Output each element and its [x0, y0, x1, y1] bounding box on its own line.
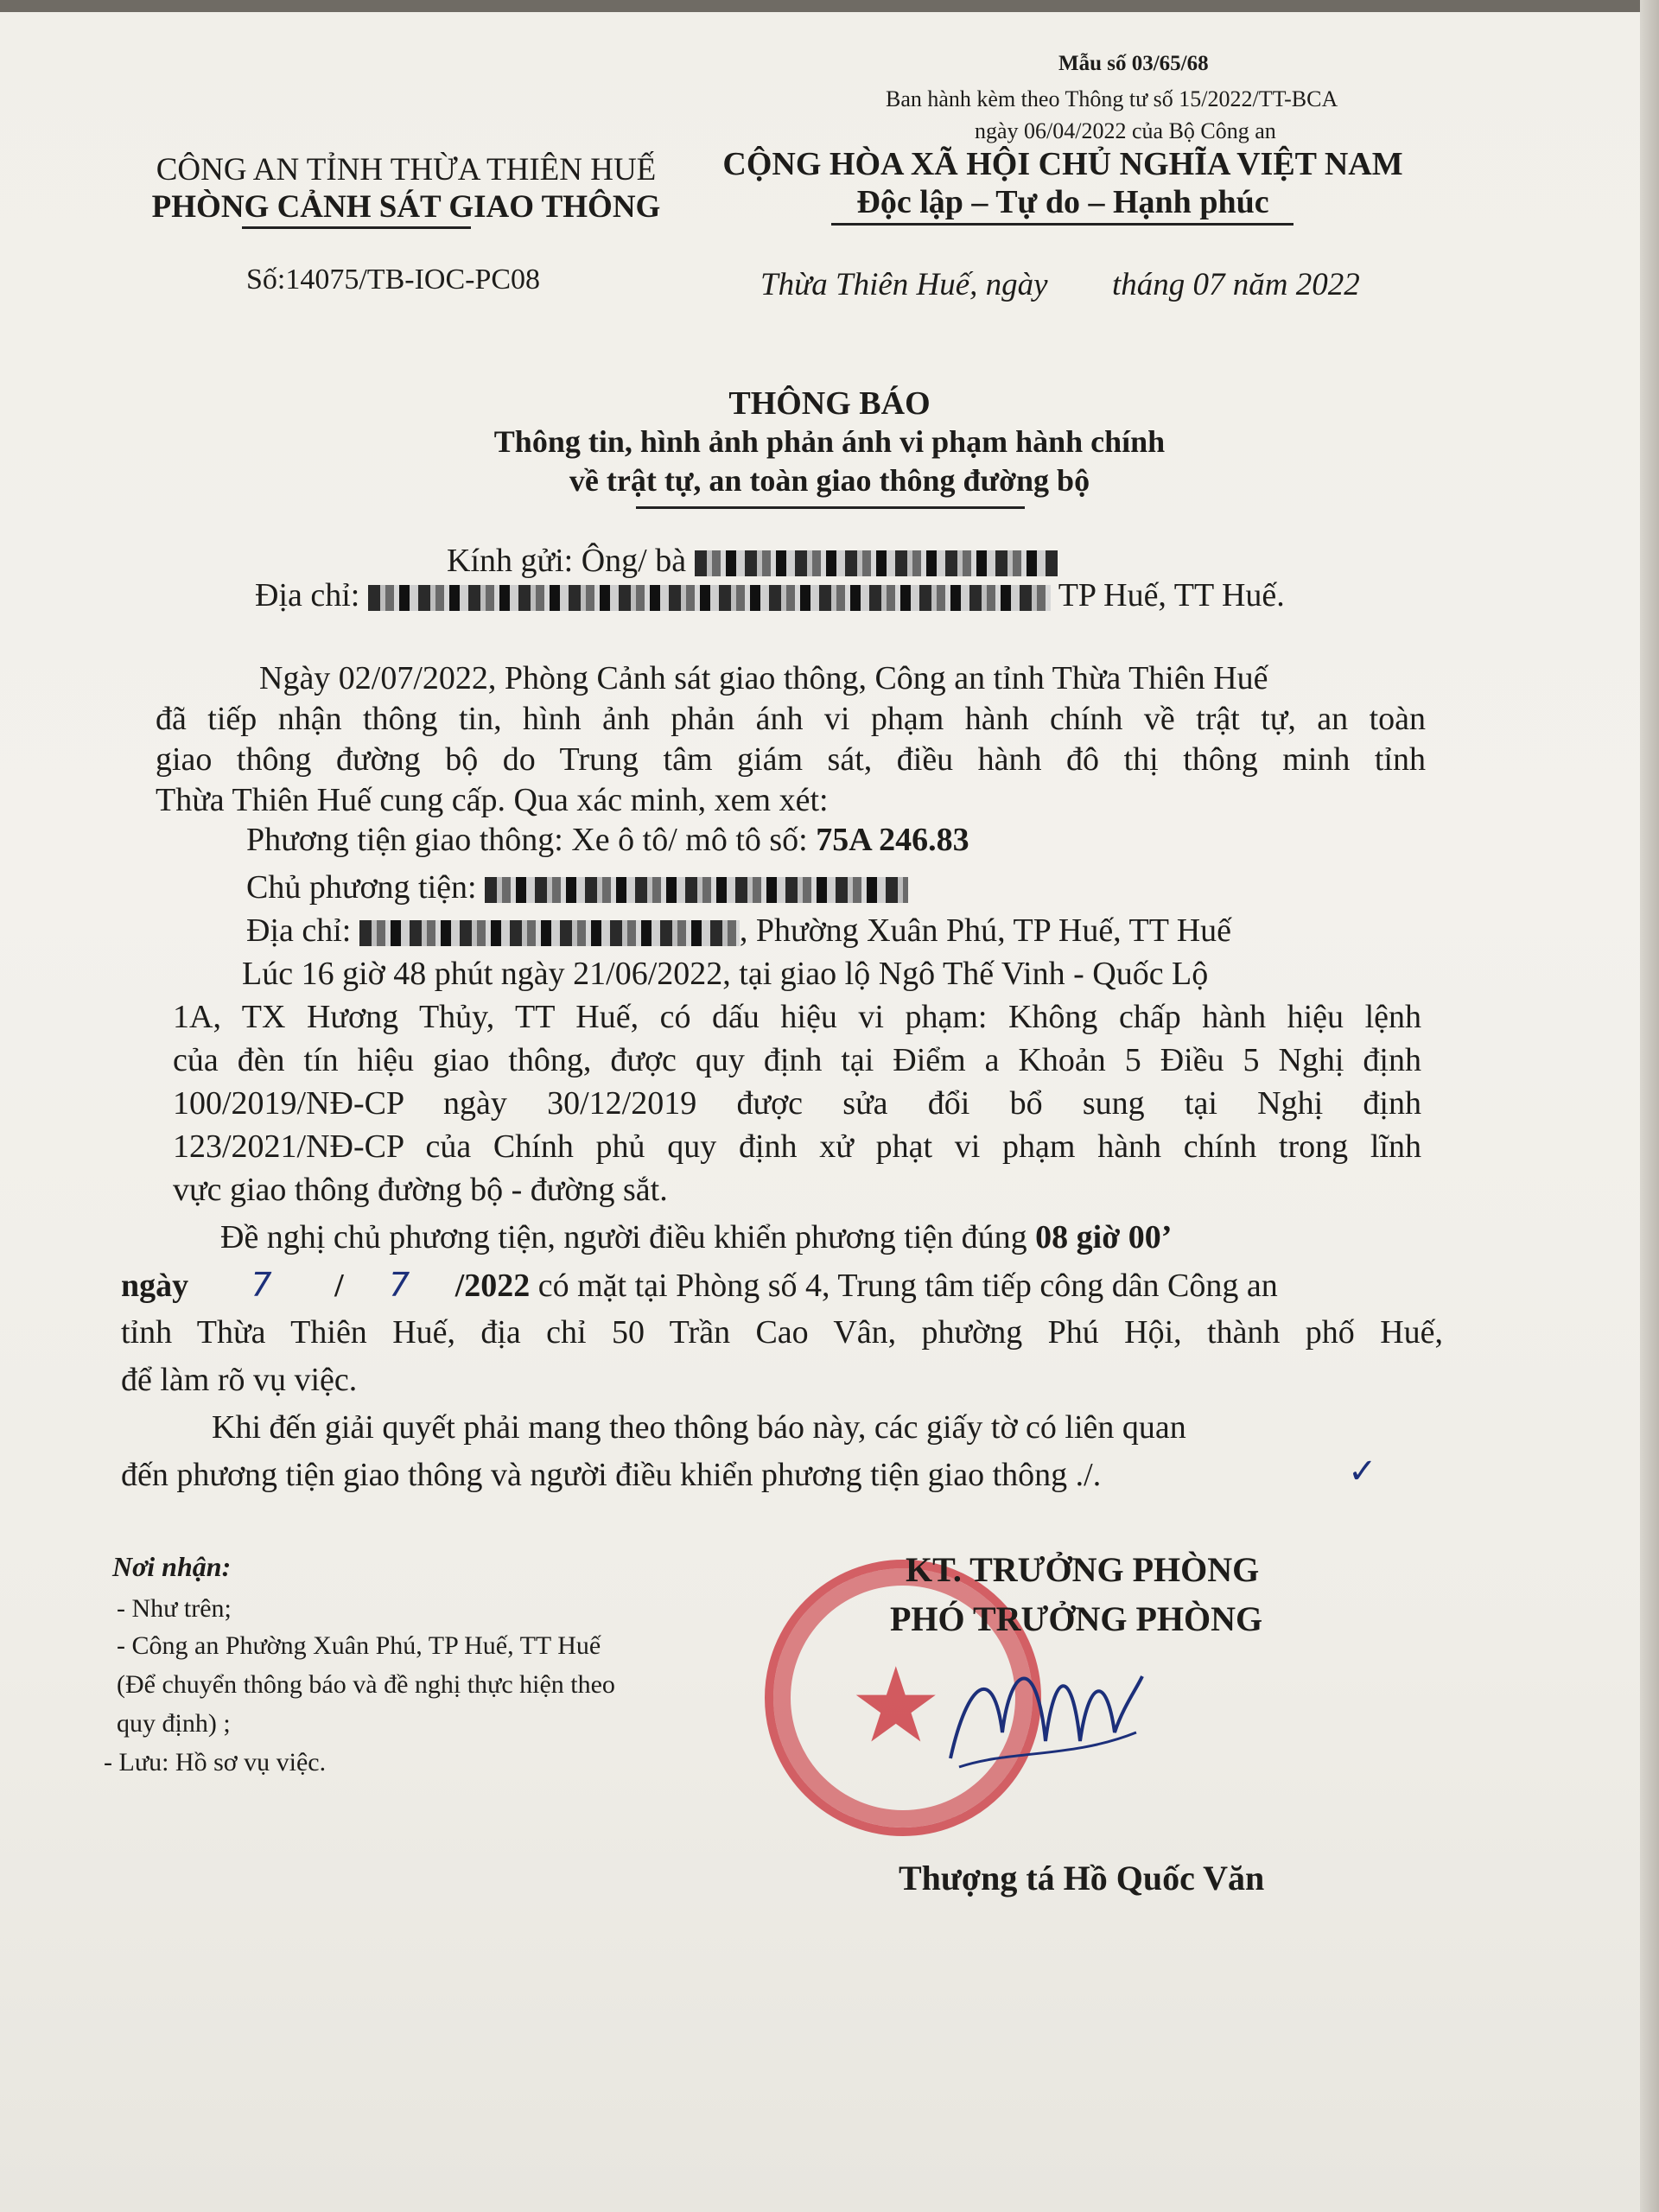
- para4-line1: Khi đến giải quyết phải mang theo thông báo này, các giấy tờ có liên quan: [212, 1409, 1186, 1446]
- circular-line-1: Ban hành kèm theo Thông tư số 15/2022/TT-BCA: [886, 86, 1338, 111]
- signature-title-2: PHÓ TRƯỞNG PHÒNG: [890, 1599, 1263, 1638]
- handwritten-month: 7: [389, 1266, 410, 1304]
- redacted-name: [695, 550, 1058, 576]
- nation-title: CỘNG HÒA XÃ HỘI CHỦ NGHĨA VIỆT NAM: [722, 146, 1403, 182]
- vehicle-line: Phương tiện giao thông: Xe ô tô/ mô tô số: 75A 246.83: [246, 822, 969, 858]
- agency-department: PHÒNG CẢNH SÁT GIAO THÔNG: [151, 189, 661, 225]
- redacted-address: [368, 585, 1051, 611]
- title-underline: [636, 506, 1025, 509]
- owner-line: Chủ phương tiện:: [246, 868, 908, 906]
- recipient-item-4: quy định) ;: [117, 1709, 231, 1738]
- recipient-item-2: - Công an Phường Xuân Phú, TP Huế, TT Huế: [117, 1631, 601, 1660]
- signature-title-1: KT. TRƯỞNG PHÒNG: [906, 1550, 1260, 1589]
- signer-name: Thượng tá Hồ Quốc Văn: [899, 1859, 1265, 1897]
- agency-underline: [242, 226, 471, 229]
- para1-line4: Thừa Thiên Huế cung cấp. Qua xác minh, xem xét:: [156, 782, 829, 818]
- recipient-address: Địa chỉ: TP Huế, TT Huế.: [255, 577, 1285, 613]
- para2-line6: vực giao thông đường bộ - đường sắt.: [173, 1172, 668, 1208]
- para2-line1: Lúc 16 giờ 48 phút ngày 21/06/2022, tại giao lộ Ngô Thế Vinh - Quốc Lộ: [242, 956, 1209, 992]
- recipients-label: Nơi nhận:: [112, 1551, 232, 1582]
- circular-line-2: ngày 06/04/2022 của Bộ Công an: [975, 118, 1276, 143]
- recipient-item-3: (Để chuyển thông báo và đề nghị thực hiện theo: [117, 1670, 615, 1699]
- handwritten-day: 7: [251, 1266, 272, 1304]
- star-icon: ★: [849, 1649, 943, 1764]
- para2-line5: 123/2021/NĐ-CP của Chính phủ quy định xử phạt vi phạm hành chính trong lĩnh: [173, 1128, 1421, 1165]
- notice-title: THÔNG BÁO: [728, 385, 931, 422]
- notice-subtitle-2: về trật tự, an toàn giao thông đường bộ: [569, 463, 1090, 498]
- redacted-owner-address: [359, 920, 740, 946]
- redacted-owner: [485, 877, 908, 903]
- para1-line3: giao thông đường bộ do Trung tâm giám sát, điều hành đô thị thông minh tỉnh: [156, 741, 1426, 778]
- recipient-item-5: - Lưu: Hồ sơ vụ việc.: [104, 1748, 327, 1777]
- nation-motto: Độc lập – Tự do – Hạnh phúc: [856, 184, 1269, 220]
- vehicle-plate: 75A 246.83: [816, 822, 969, 858]
- para2-line4: 100/2019/NĐ-CP ngày 30/12/2019 được sửa đổi bổ sung tại Nghị định: [173, 1085, 1421, 1122]
- recipient-item-1: - Như trên;: [117, 1594, 232, 1623]
- para3-line3: tỉnh Thừa Thiên Huế, địa chỉ 50 Trần Cao Vân, phường Phú Hội, thành phố Huế,: [121, 1314, 1443, 1351]
- page-right-edge: [1640, 0, 1659, 2212]
- para3-line1: Đề nghị chủ phương tiện, người điều khiển phương tiện đúng 08 giờ 00’: [220, 1219, 1173, 1255]
- agency-name: CÔNG AN TỈNH THỪA THIÊN HUẾ: [156, 152, 657, 188]
- checkmark-icon: ✓: [1348, 1452, 1377, 1491]
- page-top-edge: [0, 0, 1659, 12]
- handwritten-signature: [942, 1629, 1149, 1784]
- para4-line2: đến phương tiện giao thông và người điều khiển phương tiện giao thông ./.: [121, 1457, 1102, 1493]
- para3-line2: ngày 7 / 7 /2022 có mặt tại Phòng số 4, Trung tâm tiếp công dân Công an: [121, 1266, 1278, 1304]
- place-date-end: tháng 07 năm 2022: [1112, 267, 1360, 302]
- form-number: Mẫu số 03/65/68: [1058, 52, 1209, 75]
- recipient-salutation: Kính gửi: Ông/ bà: [447, 542, 1058, 580]
- document-number: Số:14075/TB-IOC-PC08: [246, 264, 541, 296]
- para2-line3: của đèn tín hiệu giao thông, được quy định tại Điểm a Khoản 5 Điều 5 Nghị định: [173, 1042, 1421, 1078]
- owner-address-line: Địa chỉ: , Phường Xuân Phú, TP Huế, TT Huế: [246, 912, 1232, 949]
- para2-line2: 1A, TX Hương Thủy, TT Huế, có dấu hiệu vi phạm: Không chấp hành hiệu lệnh: [173, 999, 1421, 1035]
- place-date-start: Thừa Thiên Huế, ngày: [760, 267, 1048, 302]
- notice-subtitle-1: Thông tin, hình ảnh phản ánh vi phạm hành chính: [493, 424, 1166, 459]
- para3-line4: để làm rõ vụ việc.: [121, 1362, 358, 1398]
- para1-line2: đã tiếp nhận thông tin, hình ảnh phản ánh vi phạm hành chính về trật tự, an toàn: [156, 701, 1426, 737]
- motto-underline: [831, 223, 1294, 226]
- para1-line1: Ngày 02/07/2022, Phòng Cảnh sát giao thông, Công an tỉnh Thừa Thiên Huế: [259, 660, 1268, 696]
